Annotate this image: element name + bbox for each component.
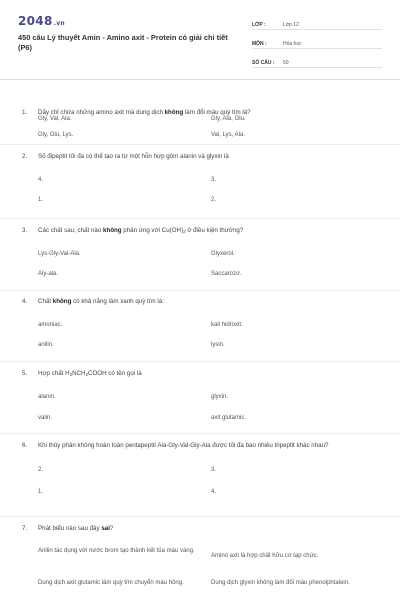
- question-text: [38, 297, 378, 307]
- meta-subject: [252, 33, 382, 49]
- option-b[interactable]: glyxin.: [211, 394, 229, 400]
- option-a[interactable]: 2.: [38, 467, 44, 473]
- option-a[interactable]: amoniac.: [38, 322, 63, 328]
- meta-value: Hóa học: [283, 41, 302, 47]
- option-b[interactable]: Amino axit là hợp chất hữu cơ tạp chức.: [211, 553, 319, 559]
- stem-part: ở điều kiện thường?: [185, 227, 244, 234]
- question-divider: [0, 516, 400, 517]
- meta-question-count: [252, 52, 382, 68]
- meta-value: 50: [283, 60, 289, 66]
- stem-part: ?: [109, 525, 114, 532]
- option-b[interactable]: 3.: [211, 467, 217, 473]
- question-number: 4.: [22, 298, 28, 305]
- question-text: [38, 226, 378, 237]
- option-d[interactable]: axit glutamic.: [211, 415, 247, 421]
- option-d[interactable]: Saccarozơ.: [211, 271, 242, 277]
- stem-part: Chất: [38, 298, 53, 305]
- option-d[interactable]: 4.: [211, 489, 217, 495]
- meta-class: [252, 14, 382, 30]
- option-c[interactable]: anilin.: [38, 342, 54, 348]
- question-7: [22, 524, 378, 586]
- option-a[interactable]: 4.: [38, 177, 44, 183]
- stem-part: làm đổi màu quỳ tím là?: [183, 109, 251, 116]
- option-c[interactable]: 1.: [38, 489, 44, 495]
- exam-meta: [252, 14, 382, 71]
- stem-subscript: 2: [85, 372, 89, 377]
- stem-part: Phát biểu nào sau đây: [38, 525, 102, 532]
- site-logo[interactable]: [18, 14, 65, 28]
- option-d[interactable]: Dung dịch glyxin không làm đổi màu phenolphtalein.: [211, 580, 350, 586]
- header-divider: [0, 79, 400, 80]
- question-number: 5.: [22, 370, 28, 377]
- stem-part: Hợp chất H: [38, 370, 70, 377]
- question-number: 3.: [22, 227, 28, 234]
- question-number: 1.: [22, 109, 28, 116]
- stem-part: Các chất sau, chất nào: [38, 227, 104, 234]
- stem-emphasis: không: [52, 298, 72, 305]
- option-c[interactable]: valin.: [38, 415, 53, 421]
- stem-part: NCH: [72, 370, 86, 377]
- stem-part: có khả năng làm xanh quỳ tím là:: [71, 298, 164, 305]
- option-b[interactable]: Glyxerol.: [211, 251, 235, 257]
- question-divider: [0, 361, 400, 362]
- option-a[interactable]: alanin.: [38, 394, 56, 400]
- stem-emphasis: sai: [101, 525, 110, 532]
- option-c[interactable]: Aly-ala.: [38, 271, 59, 277]
- question-2: [22, 152, 378, 203]
- question-divider: [0, 433, 400, 434]
- question-number: 2.: [22, 153, 28, 160]
- stem-part: COOH có tên gọi là: [88, 370, 142, 377]
- page-title: 450 câu Lý thuyết Amin - Amino axit - Protein có giải chi tiết (P6): [18, 33, 228, 52]
- question-text: [38, 369, 378, 380]
- option-c[interactable]: Dung dịch axit glutamic làm quỳ tím chuyển màu hồng.: [38, 580, 184, 586]
- meta-key: LỚP :: [252, 22, 266, 28]
- question-text: Số đipeptit tối đa có thể tạo ra từ một hỗn hợp gồm alanin và glyxin là: [38, 153, 229, 160]
- logo-text: 2048: [18, 14, 53, 28]
- question-4: [22, 297, 378, 348]
- option-a[interactable]: Gly, Val, Ala.: [38, 116, 72, 122]
- question-1: [22, 108, 378, 138]
- option-b[interactable]: kali hidroxit.: [211, 322, 243, 328]
- stem-subscript: 2: [69, 372, 73, 377]
- question-number: 6.: [22, 442, 28, 449]
- stem-emphasis: không: [103, 227, 122, 234]
- option-d[interactable]: lysin.: [211, 342, 225, 348]
- question-5: [22, 369, 378, 421]
- stem-emphasis: không: [164, 109, 184, 116]
- option-c[interactable]: 1.: [38, 197, 44, 203]
- question-text: [38, 524, 378, 534]
- question-divider: [0, 218, 400, 219]
- option-a[interactable]: Lys-Gly-Val-Ala.: [38, 251, 81, 257]
- stem-subscript: 2: [183, 229, 186, 234]
- option-b[interactable]: Gly, Ala, Glu.: [211, 116, 246, 122]
- question-3: [22, 226, 378, 277]
- meta-key: SỐ CÂU :: [252, 60, 275, 66]
- logo-suffix: .vn: [53, 20, 65, 27]
- option-c[interactable]: Gly, Glu, Lys.: [38, 132, 74, 138]
- question-6: [22, 441, 378, 495]
- option-d[interactable]: 2.: [211, 197, 217, 203]
- question-text: Khi thủy phân không hoàn toàn pentapeptit Ala-Gly-Val-Gly-Ala được tối đa bao nhiêu tripeptit khác nhau?: [38, 442, 329, 449]
- question-divider: [0, 144, 400, 145]
- meta-key: MÔN :: [252, 41, 267, 47]
- option-d[interactable]: Val, Lys, Ala.: [211, 132, 246, 138]
- meta-value: Lớp 12: [283, 22, 299, 28]
- stem-part: Dãy chỉ chứa những amino axit mà dung dịch: [38, 109, 165, 116]
- option-a[interactable]: Anilin tác dụng với nước brom tạo thành kết tủa màu vàng.: [38, 548, 195, 554]
- stem-part: phản ứng với Cu(OH): [121, 227, 184, 234]
- option-b[interactable]: 3.: [211, 177, 217, 183]
- question-number: 7.: [22, 525, 28, 532]
- page-header: [0, 0, 400, 68]
- question-divider: [0, 290, 400, 291]
